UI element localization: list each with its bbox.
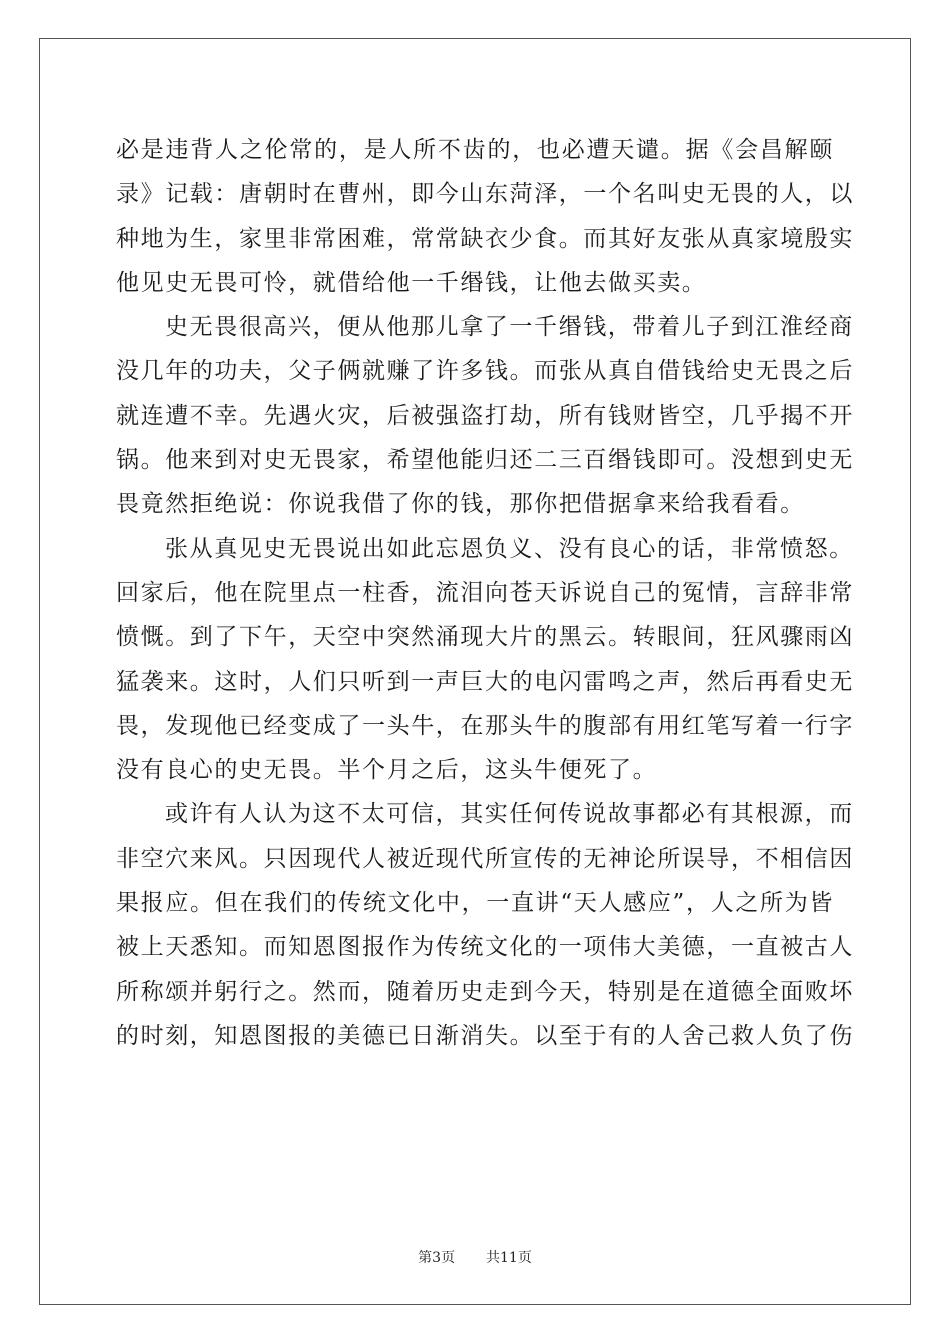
text-line: 果报应。但在我们的传统文化中，一直讲“天人感应”，人之所为皆 [116,890,834,917]
text-line: 或许有人认为这不太可信，其实任何传说故事都必有其根源，而 [165,801,854,828]
text-line: 必是违背人之伦常的，是人所不齿的，也必遭天谴。据《会昌解颐 [116,137,834,163]
text-line: 种地为生，家里非常困难，常常缺衣少食。而其好友张从真家境殷实 [116,225,854,252]
text-line: 的时刻，知恩图报的美德已日渐消失。以至于有的人舍己救人负了伤 [116,1022,854,1049]
paragraph [116,527,854,793]
paragraph [116,128,854,305]
document-body [116,128,854,1058]
text-line: 非空穴来风。只因现代人被近现代所宣传的无神论所误导，不相信因 [116,845,854,872]
text-line: 他见史无畏可怜，就借给他一千缗钱，让他去做买卖。 [116,269,707,296]
paragraph [116,792,854,1058]
text-line: 就连遭不幸。先遇火灾，后被强盗打劫，所有钱财皆空，几乎揭不开 [116,402,854,429]
text-line: 猛袭来。这时，人们只听到一声巨大的电闪雷鸣之声，然后再看史无 [116,668,854,695]
text-line: 录》记载：唐朝时在曹州，即今山东菏泽，一个名叫史无畏的人，以 [116,181,854,208]
text-line: 回家后，他在院里点一柱香，流泪向苍天诉说自己的冤情，言辞非常 [116,579,854,606]
text-line: 畏，发现他已经变成了一头牛，在那头牛的腹部有用红笔写着一行字 [116,712,854,739]
text-line: 张从真见史无畏说出如此忘恩负义、没有良心的话，非常愤怒。 [165,535,854,562]
text-line: 没有良心的史无畏。半个月之后，这头牛便死了。 [116,757,658,784]
text-line: 所称颂并躬行之。然而，随着历史走到今天，特别是在道德全面败坏 [116,978,854,1005]
text-line: 愤慨。到了下午，天空中突然涌现大片的黑云。转眼间，狂风骤雨凶 [116,624,854,651]
text-line: 被上天悉知。而知恩图报作为传统文化的一项伟大美德，一直被古人 [116,934,854,961]
page-number: 第3页 [418,1250,456,1266]
page-total: 共11页 [486,1250,532,1266]
text-line: 锅。他来到对史无畏家，希望他能归还二三百缗钱即可。没想到史无 [116,447,854,474]
text-line: 畏竟然拒绝说：你说我借了你的钱，那你把借据拿来给我看看。 [116,491,805,518]
paragraph [116,305,854,526]
text-line: 没几年的功夫，父子俩就赚了许多钱。而张从真自借钱给史无畏之后 [116,358,854,385]
page-footer [0,1247,950,1267]
text-line: 史无畏很高兴，便从他那儿拿了一千缗钱，带着儿子到江淮经商 [165,314,854,341]
